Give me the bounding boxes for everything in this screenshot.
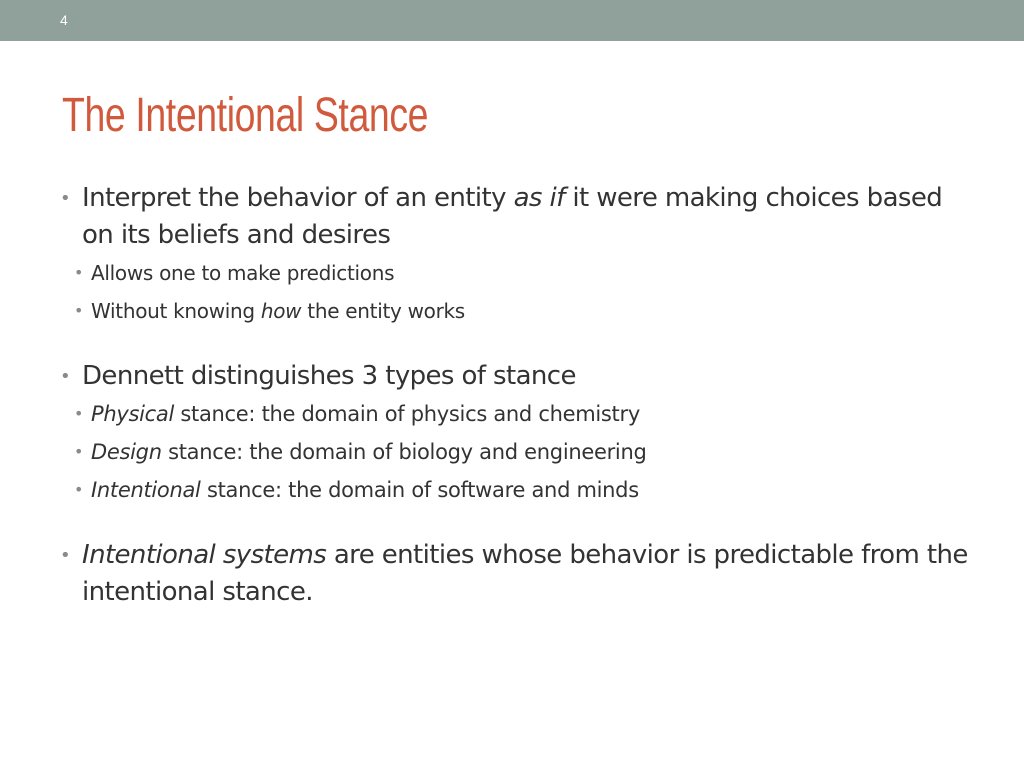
bullet-dot-icon: • — [74, 263, 84, 282]
bullet-item: • Interpret the behavior of an entity as if it were making choices based on its beliefs and desires — [60, 180, 970, 254]
header-bar — [0, 0, 1024, 41]
sub-bullet-item: • Without knowing how the entity works — [60, 292, 970, 330]
sub-bullet-item: • Physical stance: the domain of physics and chemistry — [60, 395, 970, 433]
bullet-dot-icon: • — [60, 366, 71, 387]
slide-number: 4 — [60, 12, 68, 28]
sub-bullet-item: • Design stance: the domain of biology and engineering — [60, 433, 970, 471]
slide-title: The Intentional Stance — [62, 89, 429, 142]
bullet-dot-icon: • — [60, 188, 71, 209]
bullet-dot-icon: • — [74, 480, 84, 499]
bullet-list — [60, 180, 970, 611]
sub-bullet-list — [60, 254, 970, 330]
slide-content — [60, 180, 970, 611]
bullet-item: • Intentional systems are entities whose behavior is predictable from the intentional stance. — [60, 537, 970, 611]
sub-bullet-item: • Intentional stance: the domain of software and minds — [60, 471, 970, 509]
sub-bullet-item: • Allows one to make predictions — [60, 254, 970, 292]
bullet-dot-icon: • — [74, 301, 84, 320]
bullet-item: • Dennett distinguishes 3 types of stance — [60, 358, 970, 395]
bullet-dot-icon: • — [74, 442, 84, 461]
sub-bullet-list — [60, 395, 970, 509]
bullet-dot-icon: • — [60, 545, 71, 566]
bullet-dot-icon: • — [74, 404, 84, 423]
